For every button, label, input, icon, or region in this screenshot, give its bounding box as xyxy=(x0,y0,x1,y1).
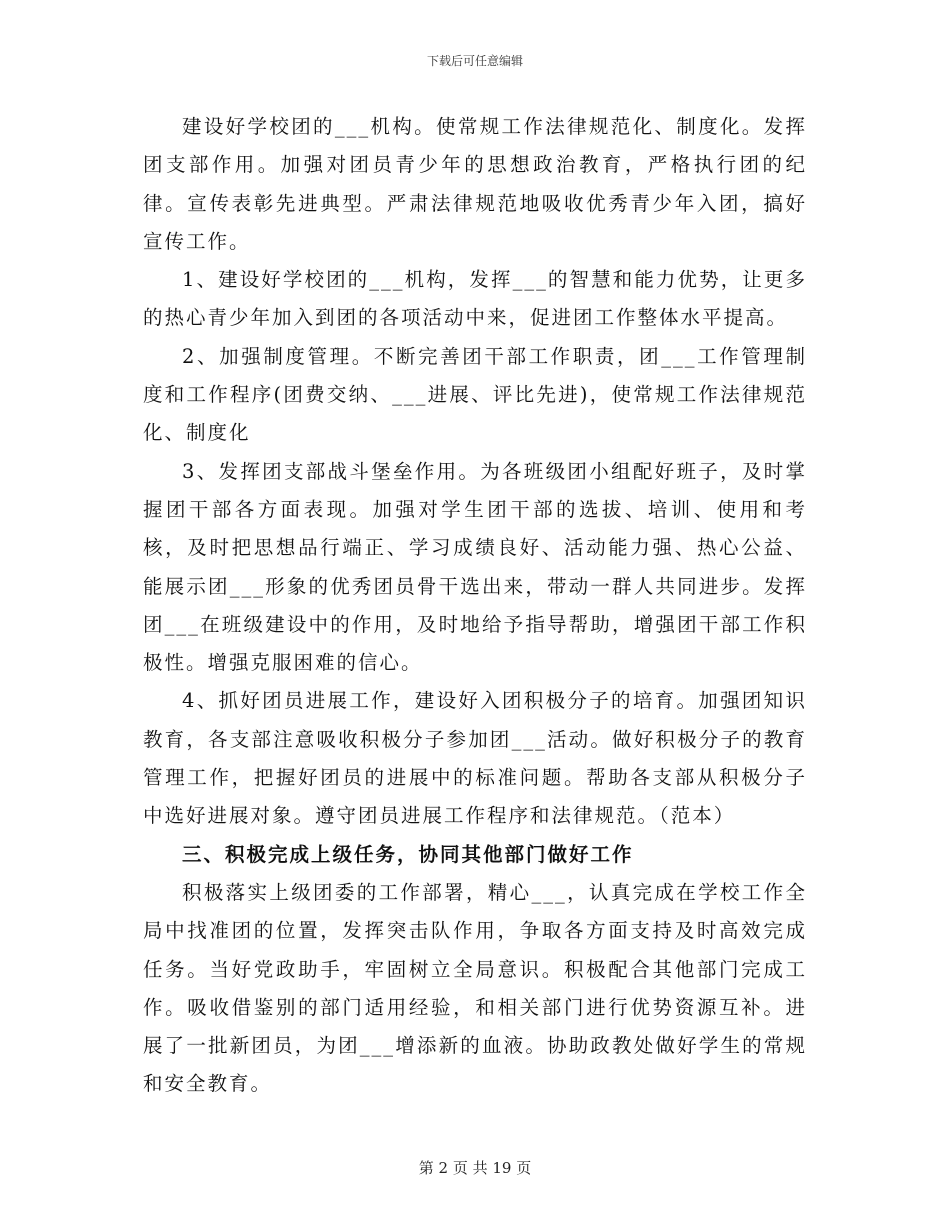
section-heading: 三、积极完成上级任务，协同其他部门做好工作 xyxy=(182,842,634,866)
paragraph-item-4: 4、抓好团员进展工作，建设好入团积极分子的培育。加强团知识教育，各支部注意吸收积极分子参加团___活动。做好积极分子的教育管理工作，把握好团员的进展中的标准问题。帮助各支部从积极分子中选好进展对象。遵守团员进展工作程序和法律规范。（范本） xyxy=(143,689,807,828)
paragraph-item-3: 3、发挥团支部战斗堡垒作用。为各班级团小组配好班子，及时掌握团干部各方面表现。加强对学生团干部的选拔、培训、使用和考核，及时把思想品行端正、学习成绩良好、活动能力强、热心公益、能展示团___形象的优秀团员骨干选出来，带动一群人共同进步。发挥团___在班级建设中的作用，及时地给予指导帮助，增强团干部工作积极性。增强克服困难的信心。 xyxy=(143,459,807,675)
document-body xyxy=(143,108,807,1104)
paragraph-section-body: 积极落实上级团委的工作部署，精心___，认真完成在学校工作全局中找准团的位置，发挥突击队作用，争取各方面支持及时高效完成任务。当好党政助手，牢固树立全局意识。积极配合其他部门完成工作。吸收借鉴别的部门适用经验，和相关部门进行优势资源互补。进展了一批新团员，为团___增添新的血液。协助政教处做好学生的常规和安全教育。 xyxy=(143,880,807,1096)
page-number: 第 2 页 共 19 页 xyxy=(418,1159,532,1177)
page-header-note: 下载后可任意编辑 xyxy=(426,54,523,68)
paragraph-item-2: 2、加强制度管理。不断完善团干部工作职责，团___工作管理制度和工作程序(团费交纳、___进展、评比先进)，使常规工作法律规范化、制度化 xyxy=(143,344,807,445)
paragraph-intro: 建设好学校团的___机构。使常规工作法律规范化、制度化。发挥团支部作用。加强对团员青少年的思想政治教育，严格执行团的纪律。宣传表彰先进典型。严肃法律规范地吸收优秀青少年入团，搞好宣传工作。 xyxy=(143,115,807,253)
paragraph-item-1: 1、建设好学校团的___机构，发挥___的智慧和能力优势，让更多的热心青少年加入到团的各项活动中来，促进团工作整体水平提高。 xyxy=(143,268,807,330)
